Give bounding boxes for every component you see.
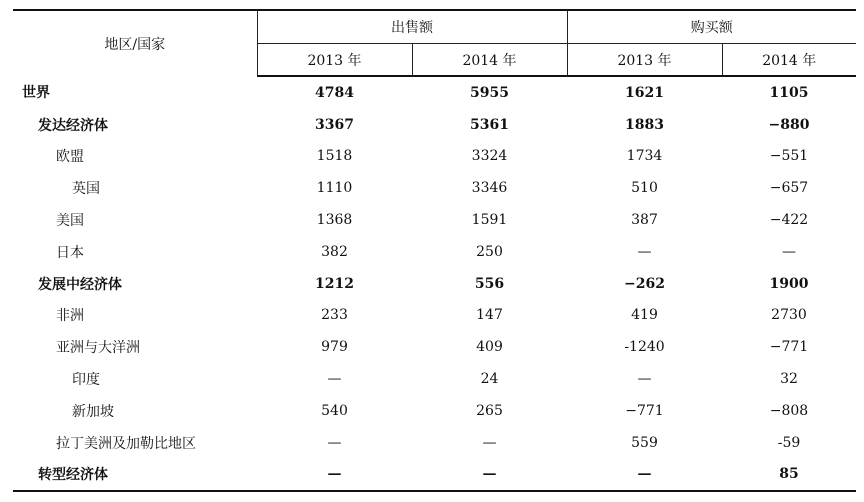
table-row — [13, 76, 856, 109]
value-cell: -59 — [777, 434, 801, 451]
value-cell: 387 — [631, 212, 658, 229]
value-cell: — — [637, 243, 652, 260]
value-cell: 1518 — [316, 148, 353, 165]
value-cell: 1883 — [625, 116, 664, 133]
value-cell: -1240 — [624, 339, 665, 356]
value-cell: 233 — [321, 307, 348, 324]
value-cell: 1212 — [315, 275, 354, 292]
value-cell: 3324 — [471, 148, 508, 165]
value-cell: −422 — [769, 212, 809, 229]
region-name-cell: 英国 — [72, 181, 100, 198]
table-row — [13, 172, 856, 204]
value-cell: −880 — [768, 116, 810, 133]
value-cell: 382 — [321, 243, 348, 260]
value-cell: −771 — [769, 339, 809, 356]
value-cell: 1105 — [769, 84, 809, 101]
value-cell: — — [412, 459, 567, 492]
value-cell: 265 — [476, 402, 503, 419]
value-cell: 24 — [480, 371, 499, 388]
value-cell: 3367 — [315, 116, 354, 133]
value-cell: 540 — [321, 402, 348, 419]
region-name-cell: 非洲 — [56, 308, 84, 325]
value-cell: — — [257, 459, 412, 492]
table-row — [13, 268, 856, 300]
table-row — [13, 459, 856, 492]
value-cell: — — [567, 459, 722, 492]
value-cell: −657 — [769, 180, 809, 197]
value-cell: 979 — [321, 339, 348, 356]
value-cell: — — [637, 371, 652, 388]
table-row — [13, 427, 856, 459]
region-name-cell: 美国 — [56, 213, 84, 230]
region-column-header: 地区/国家 — [13, 10, 257, 76]
value-cell: 85 — [722, 459, 856, 492]
year-header: 2013 年 — [257, 44, 412, 77]
table-row — [13, 363, 856, 395]
sales-group-header: 出售额 — [257, 10, 567, 44]
value-cell: — — [782, 243, 796, 260]
value-cell: 1368 — [316, 212, 353, 229]
value-cell: 559 — [631, 434, 658, 451]
purchases-group-header: 购买额 — [567, 10, 856, 44]
region-name-cell: 转型经济体 — [13, 459, 257, 492]
value-cell: 250 — [476, 243, 503, 260]
value-cell: −551 — [769, 148, 809, 165]
header-row-groups — [13, 10, 856, 44]
region-name-cell: 发达经济体 — [38, 117, 108, 134]
region-name-cell: 世界 — [22, 85, 50, 102]
table-row — [13, 300, 856, 332]
value-cell: 5955 — [470, 84, 509, 101]
region-name-cell: 亚洲与大洋洲 — [56, 340, 140, 357]
region-name-cell: 日本 — [56, 244, 84, 261]
value-cell: −262 — [624, 275, 665, 292]
region-name-cell: 新加坡 — [72, 403, 114, 420]
value-cell: 556 — [474, 275, 505, 292]
value-cell: — — [327, 371, 342, 388]
region-name-cell: 印度 — [72, 372, 100, 389]
table-row — [13, 109, 856, 141]
value-cell: 4784 — [315, 84, 354, 101]
value-cell: 5361 — [470, 116, 509, 133]
value-cell: 147 — [476, 307, 503, 324]
value-cell: 1900 — [769, 275, 809, 292]
region-name-cell: 拉丁美洲及加勒比地区 — [56, 435, 196, 452]
data-table — [13, 9, 856, 492]
value-cell: −771 — [625, 402, 664, 419]
value-cell: 3346 — [471, 180, 508, 197]
value-cell: 409 — [476, 339, 503, 356]
region-name-cell: 欧盟 — [56, 149, 84, 166]
table-row — [13, 141, 856, 173]
value-cell: 1591 — [471, 212, 508, 229]
table-row — [13, 204, 856, 236]
value-cell: −808 — [769, 402, 809, 419]
table-row — [13, 331, 856, 363]
value-cell: — — [327, 434, 342, 451]
region-name-cell: 发展中经济体 — [38, 276, 122, 293]
value-cell: 2730 — [771, 307, 807, 324]
year-header: 2014 年 — [412, 44, 567, 77]
table-header — [13, 10, 856, 76]
value-cell: — — [482, 434, 497, 451]
table-body — [13, 76, 856, 491]
table-row — [13, 236, 856, 268]
value-cell: 32 — [780, 371, 798, 388]
table-row — [13, 395, 856, 427]
year-header: 2013 年 — [567, 44, 722, 77]
year-header: 2014 年 — [722, 44, 856, 77]
value-cell: 510 — [631, 180, 658, 197]
value-cell: 1734 — [626, 148, 663, 165]
value-cell: 419 — [631, 307, 658, 324]
value-cell: 1621 — [625, 84, 664, 101]
value-cell: 1110 — [316, 180, 353, 197]
